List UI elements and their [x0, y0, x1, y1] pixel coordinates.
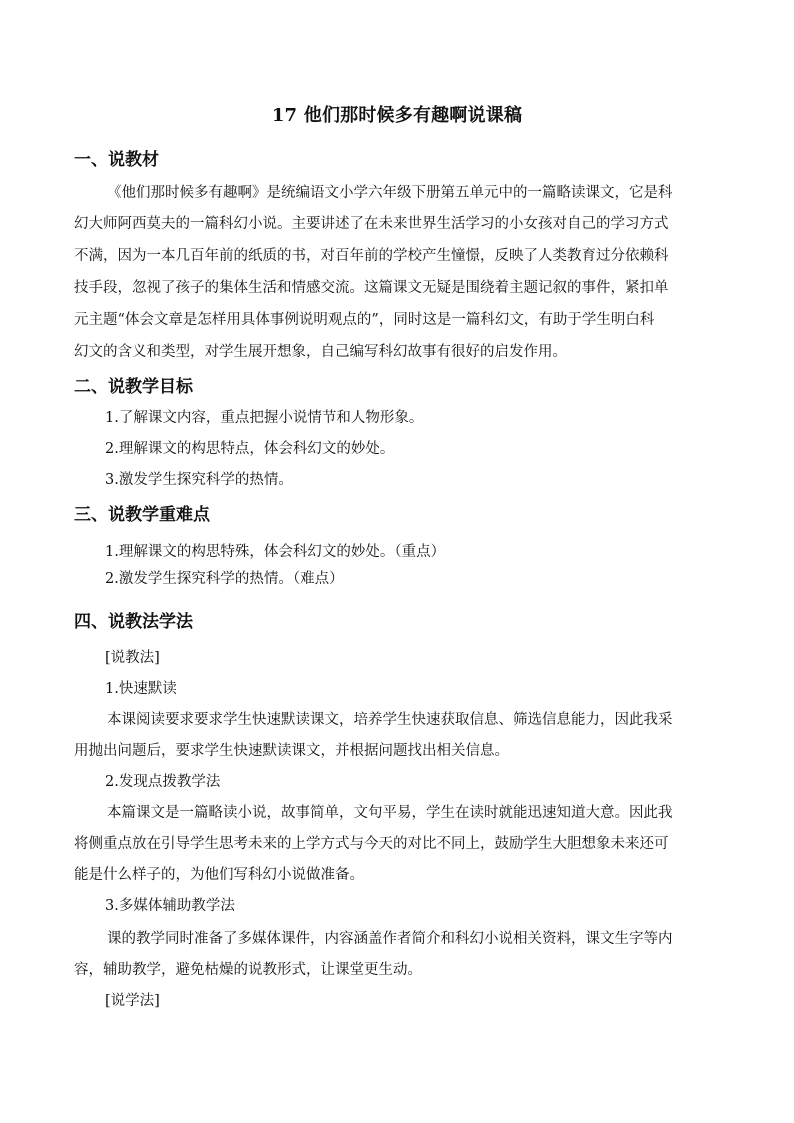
list-item: 1.理解课文的构思特殊，体会科幻文的妙处。（重点）	[105, 544, 446, 560]
paragraph-line: 元主题“体会文章是怎样用具体事例说明观点的”，同时这是一篇科幻文，有助于学生明白科	[74, 312, 655, 328]
paragraph-line: 将侧重点放在引导学生思考未来的上学方式与今天的对比不同上，鼓励学生大胆想象未来还可	[74, 836, 669, 852]
list-item: 1.了解课文内容，重点把握小说情节和人物形象。	[105, 410, 424, 426]
list-item: 3.激发学生探究科学的热情。	[105, 472, 293, 488]
paragraph-line: 不满，因为一本几百年前的纸质的书，对百年前的学校产生憧憬，反映了人类教育过分依赖科	[74, 248, 669, 264]
list-item: 2.激发学生探究科学的热情。（难点）	[105, 571, 344, 587]
section-heading-textbook: 一、说教材	[74, 150, 159, 170]
method-title: 2.发现点拨教学法	[105, 774, 221, 790]
paragraph-line: 容，辅助教学，避免枯燥的说教形式，让课堂更生动。	[74, 962, 422, 978]
section-heading-objectives: 二、说教学目标	[74, 377, 193, 397]
list-item: 2.理解课文的构思特点，体会科幻文的妙处。	[105, 441, 395, 457]
subsection-label-learning: [说学法]	[105, 993, 160, 1009]
paragraph-line: 幻文的含义和类型，对学生展开想象，自己编写科幻故事有很好的启发作用。	[74, 344, 567, 360]
method-title: 1.快速默读	[105, 681, 177, 697]
paragraph-line: 《他们那时候多有趣啊》是统编语文小学六年级下册第五单元中的一篇略读课文，它是科	[107, 185, 673, 201]
paragraph-line: 课的教学同时准备了多媒体课件，内容涵盖作者简介和科幻小说相关资料，课文生字等内	[107, 931, 673, 947]
section-heading-methods: 四、说教法学法	[74, 612, 193, 632]
paragraph-line: 本篇课文是一篇略读小说，故事简单，文句平易，学生在读时就能迅速知道大意。因此我	[107, 805, 673, 821]
paragraph-line: 本课阅读要求要求学生快速默读课文，培养学生快速获取信息、筛选信息能力，因此我采	[107, 712, 673, 728]
paragraph-line: 幻大师阿西莫夫的一篇科幻小说。主要讲述了在未来世界生活学习的小女孩对自己的学习方式	[74, 216, 669, 232]
paragraph-line: 能是什么样子的，为他们写科幻小说做准备。	[74, 867, 364, 883]
document-title: 17 他们那时候多有趣啊说课稿	[271, 105, 523, 126]
paragraph-line: 用抛出问题后，要求学生快速默读课文，并根据问题找出相关信息。	[74, 743, 509, 759]
subsection-label-teaching: [说教法]	[105, 650, 160, 666]
section-heading-key-points: 三、说教学重难点	[74, 505, 210, 525]
paragraph-line: 技手段，忽视了孩子的集体生活和情感交流。这篇课文无疑是围绕着主题记叙的事件，紧扣单	[74, 280, 669, 296]
method-title: 3.多媒体辅助教学法	[105, 898, 235, 914]
